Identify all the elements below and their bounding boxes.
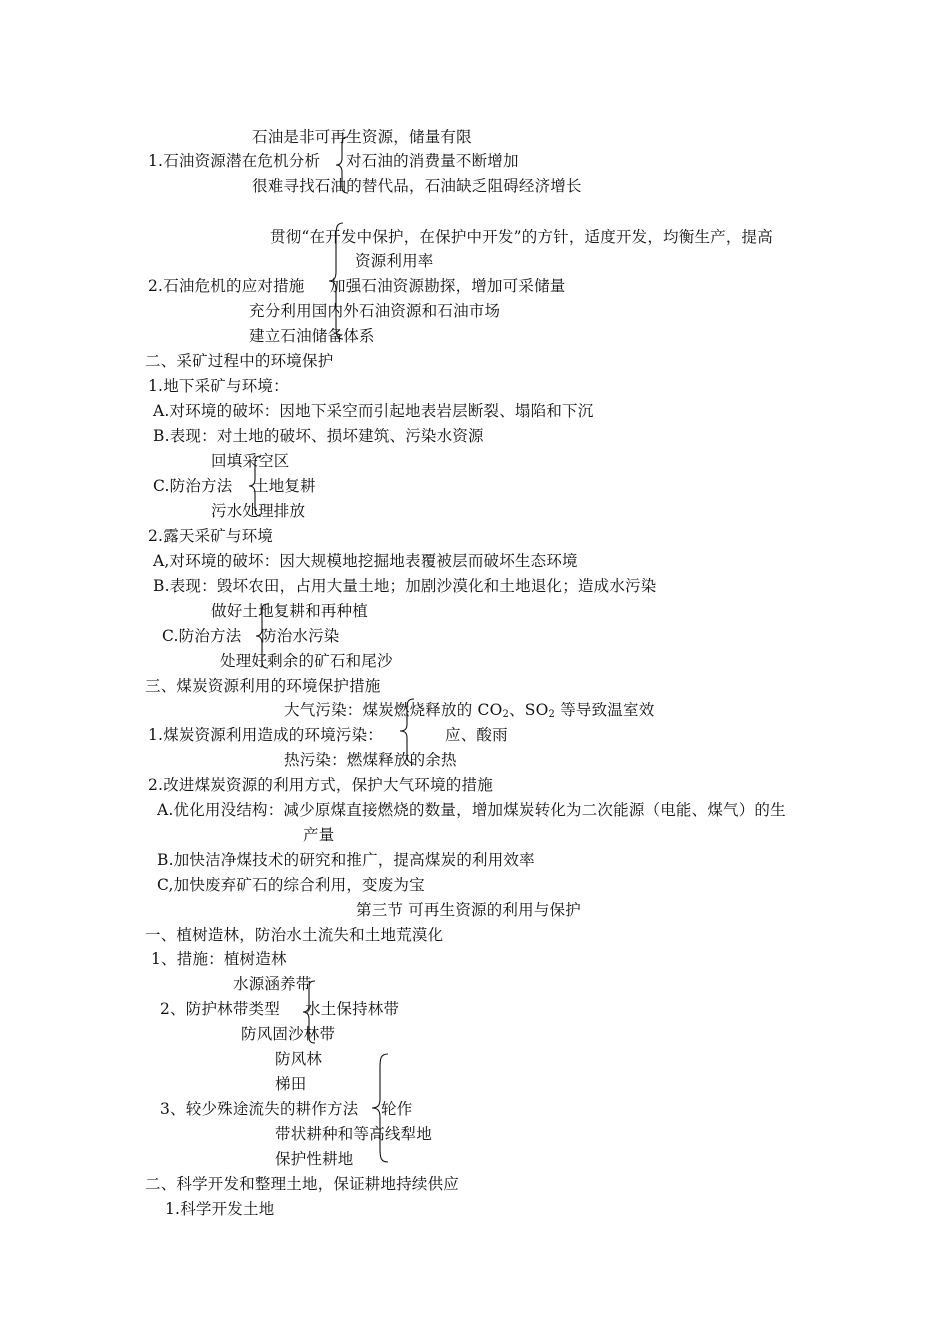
curly-brace-icon	[370, 1053, 390, 1163]
text-line: 水土保持林带	[305, 1000, 400, 1018]
text-line: 轮作	[381, 1100, 413, 1118]
subsection-heading: 1.科学开发土地	[165, 1200, 275, 1218]
list-item-label: 1.煤炭资源利用造成的环境污染：	[148, 726, 383, 744]
text-line: B.表现：对土地的破坏、损坏建筑、污染水资源	[153, 427, 484, 445]
text-line: 资源利用率	[355, 252, 434, 270]
list-item-label: 3、较少殊途流失的耕作方法	[160, 1100, 359, 1118]
text-line: A.对环境的破坏：因地下采空而引起地表岩层断裂、塌陷和下沉	[153, 402, 594, 420]
text-line: 水源涵养带	[233, 975, 312, 993]
curly-brace-icon	[254, 603, 270, 669]
list-item-label: 2.石油危机的应对措施	[148, 277, 305, 295]
subsection-heading: 1.地下采矿与环境：	[148, 377, 289, 395]
text-line: 热污染：燃煤释放的余热	[284, 751, 457, 769]
curly-brace-icon	[247, 455, 263, 517]
subscript: 2	[502, 709, 510, 720]
text-line: 产量	[303, 826, 335, 844]
text-line: 做好土地复耕和再种植	[211, 602, 369, 620]
curly-brace-icon	[334, 136, 350, 194]
subsection-heading: 2.露天采矿与环境	[148, 527, 274, 545]
text-line: 充分利用国内外石油资源和石油市场	[249, 302, 501, 320]
text-line: C,加快废弃矿石的综合利用，变废为宝	[157, 876, 425, 894]
text-line: 梯田	[275, 1075, 307, 1093]
text-fragment: 大气污染：煤炭燃烧释放的 CO	[284, 701, 503, 719]
subsection-heading: 2.改进煤炭资源的利用方式，保护大气环境的措施	[148, 776, 493, 794]
text-line: 土地复耕	[253, 477, 316, 495]
text-fragment: 等导致温室效	[555, 701, 655, 719]
text-line: 防治水污染	[261, 627, 340, 645]
list-item-label: 1.石油资源潜在危机分析	[148, 152, 321, 170]
list-item-label: 2、防护林带类型	[160, 1000, 280, 1018]
section-heading: 二、科学开发和整理土地，保证耕地持续供应	[145, 1175, 460, 1193]
subscript: 2	[548, 709, 556, 720]
text-fragment: 、SO	[509, 701, 549, 719]
text-line: B.表现：毁坏农田，占用大量土地；加剧沙漠化和土地退化；造成水污染	[153, 577, 657, 595]
section-heading: 一、植树造林，防治水土流失和土地荒漠化	[145, 926, 444, 944]
text-line: 石油是非可再生资源，储量有限	[252, 128, 472, 146]
text-line: A.优化用没结构：减少原煤直接燃烧的数量，增加煤炭转化为二次能源（电能、煤气）的生	[157, 801, 786, 819]
list-item-label: C.防治方法	[162, 627, 242, 645]
section-heading: 二、采矿过程中的环境保护	[145, 352, 334, 370]
text-line: 回填采空区	[211, 452, 290, 470]
text-line: 对石油的消费量不断增加	[346, 152, 519, 170]
text-line: 建立石油储备体系	[249, 327, 375, 345]
text-line: B.加快洁净煤技术的研究和推广，提高煤炭的利用效率	[157, 851, 535, 869]
text-line: 很难寻找石油的替代品，石油缺乏阻碍经济增长	[252, 177, 582, 195]
page-title: 第三节 可再生资源的利用与保护	[356, 901, 581, 919]
text-line: 加强石油资源勘探，增加可采储量	[330, 277, 566, 295]
section-heading: 三、煤炭资源利用的环境保护措施	[145, 677, 381, 695]
curly-brace-icon	[398, 698, 416, 764]
text-line: 应、酸雨	[445, 726, 508, 744]
text-line	[284, 700, 654, 720]
text-line: 防风固沙林带	[241, 1025, 336, 1043]
text-line: 保护性耕地	[275, 1150, 354, 1168]
text-line: 1、措施：植树造林	[151, 950, 287, 968]
text-line: 贯彻“在开发中保护，在保护中开发”的方针，适度开发，均衡生产，提高	[270, 228, 773, 246]
text-line: A,对环境的破坏：因大规模地挖掘地表覆被层而破坏生态环境	[153, 552, 578, 570]
text-line: 防风林	[275, 1050, 323, 1068]
list-item-label: C.防治方法	[153, 477, 233, 495]
text-line: 污水处理排放	[211, 502, 306, 520]
text-line: 带状耕种和等高线犁地	[275, 1125, 433, 1143]
curly-brace-icon	[327, 222, 345, 340]
text-line: 处理好剩余的矿石和尾沙	[220, 652, 393, 670]
curly-brace-icon	[301, 980, 317, 1044]
